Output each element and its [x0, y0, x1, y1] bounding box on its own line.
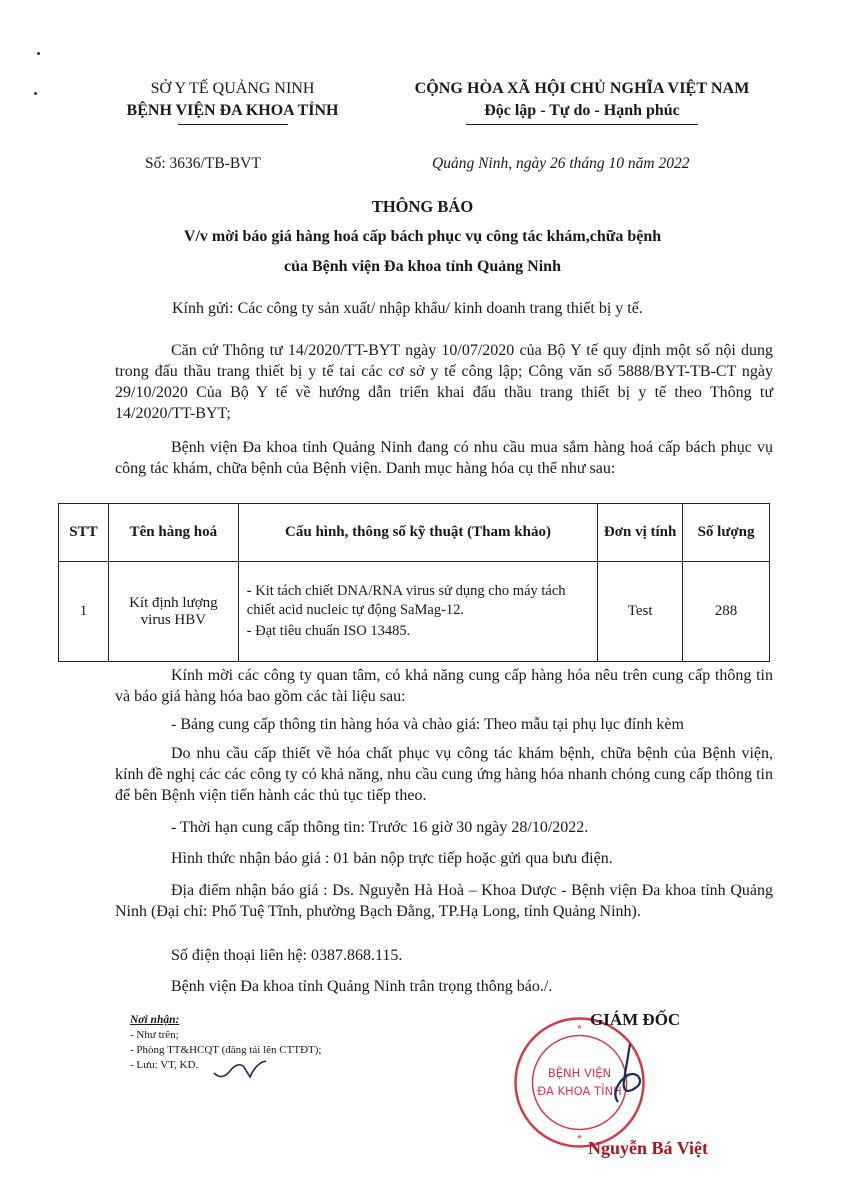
paragraph-phone: Số điện thoại liên hệ: 0387.868.115.: [171, 947, 403, 964]
paragraph-deadline: - Thời hạn cung cấp thông tin: Trước 16 giờ 30 ngày 28/10/2022.: [171, 819, 589, 836]
national-header: [382, 78, 782, 125]
subject-line-2: của Bệnh viện Đa khoa tỉnh Quảng Ninh: [284, 258, 561, 275]
paragraph-closing: Bệnh viện Đa khoa tỉnh Quảng Ninh trân trọng thông báo./.: [171, 978, 553, 995]
signatory-name: Nguyễn Bá Việt: [588, 1138, 709, 1158]
col-header-qty: Số lượng: [683, 504, 770, 562]
paragraph-location: Địa điểm nhận báo giá : Ds. Nguyễn Hà Hoà – Khoa Dược - Bệnh viện Đa khoa tỉnh Quảng Ninh (Đại chỉ: Phố Tuệ Tĩnh, phường Bạch Đằng, TP.Hạ Long, tỉnh Quảng Ninh).: [115, 882, 773, 920]
svg-text:BỆNH VIỆN: BỆNH VIỆN: [547, 1066, 612, 1080]
cell-unit: Test: [598, 562, 683, 662]
place-date: Quảng Ninh, ngày 26 tháng 10 năm 2022: [432, 155, 690, 172]
cell-spec: [238, 562, 597, 662]
addressee: Kính gửi: Các công ty sản xuất/ nhập khẩu/ kinh doanh trang thiết bị y tế.: [172, 300, 643, 317]
document-number: Số: 3636/TB-BVT: [145, 155, 261, 172]
paragraph-form: - Bảng cung cấp thông tin hàng hóa và chào giá: Theo mẫu tại phụ lục đính kèm: [171, 716, 684, 733]
paragraph-legal-basis: Căn cứ Thông tư 14/2020/TT-BYT ngày 10/07/2020 của Bộ Y tế quy định một số nội dung trong đấu thầu trang thiết bị y tế tai các cơ sở y tế công lập; Công văn số 5888/BYT-TB-CT ngày 29/10/2020 Của Bộ Y tế về hướng dẫn triển khai đấu thầu trang thiết bị y tế theo Thông tư 14/2020/TT-BYT;: [115, 342, 773, 422]
scan-speck: [37, 52, 40, 55]
goods-table: [58, 503, 770, 662]
paragraph-method: Hình thức nhận báo giá : 01 bản nộp trực tiếp hoặc gửi qua bưu điện.: [171, 850, 613, 867]
spec-line-2: - Đạt tiêu chuẩn ISO 13485.: [246, 623, 411, 639]
document-title: THÔNG BÁO: [371, 197, 474, 216]
recipient-item: - Phòng TT&HCQT (đăng tải lên CTTĐT);: [130, 1044, 322, 1056]
cell-stt: 1: [59, 562, 109, 662]
col-header-unit: Đơn vị tính: [598, 504, 683, 562]
agency-header: [90, 78, 375, 125]
agency-name: BỆNH VIỆN ĐA KHOA TỈNH: [126, 102, 339, 119]
recipient-item: - Lưu: VT, KD.: [130, 1059, 199, 1071]
director-signature: [600, 1040, 650, 1110]
recipient-item: - Như trên;: [130, 1029, 179, 1041]
scan-speck: [34, 92, 37, 95]
motto-underline: [466, 124, 698, 125]
table-header-row: [59, 504, 770, 562]
initials-mark: [210, 1055, 270, 1085]
national-motto: Độc lập - Tự do - Hạnh phúc: [484, 102, 680, 119]
cell-qty: 288: [683, 562, 770, 662]
col-header-name: Tên hàng hoá: [108, 504, 238, 562]
national-title: CỘNG HÒA XÃ HỘI CHỦ NGHĨA VIỆT NAM: [414, 80, 750, 97]
recipients-label: Nơi nhận:: [130, 1014, 180, 1026]
svg-text:★: ★: [576, 1133, 583, 1141]
paragraph-invite: Kính mời các công ty quan tâm, có khả năng cung cấp hàng hóa nêu trên cung cấp thông tin và báo giá hàng hóa bao gồm các tài liệu sau:: [115, 667, 773, 705]
col-header-stt: STT: [59, 504, 109, 562]
svg-text:★: ★: [576, 1023, 583, 1031]
paragraph-urgent: Do nhu cầu cấp thiết về hóa chất phục vụ công tác khám bệnh, chữa bệnh của Bệnh viện, kính đề nghị các các công ty có khả năng, nhu cầu cung ứng hàng hóa nhanh chóng cung cấp thông tin để bên Bệnh viện tiến hành các thủ tục tiếp theo.: [115, 745, 773, 804]
agency-parent: SỞ Y TẾ QUẢNG NINH: [150, 80, 315, 97]
agency-underline: [178, 124, 288, 125]
svg-text:ĐA KHOA TỈNH: ĐA KHOA TỈNH: [537, 1084, 622, 1098]
table-row: [59, 562, 770, 662]
col-header-spec: Cấu hình, thông số kỹ thuật (Tham khảo): [238, 504, 597, 562]
subject-line-1: V/v mời báo giá hàng hoá cấp bách phục vụ công tác khám,chữa bệnh: [183, 228, 662, 245]
signatory-title: GIÁM ĐỐC: [590, 1010, 681, 1029]
paragraph-need: Bệnh viện Đa khoa tỉnh Quảng Ninh đang có nhu cầu mua sắm hàng hoá cấp bách phục vụ công tác khám, chữa bệnh của Bệnh viện. Danh mục hàng hóa cụ thể như sau:: [115, 439, 773, 477]
spec-line-1: - Kit tách chiết DNA/RNA virus sử dụng cho máy tách chiết acid nucleic tự động SaMag-12.: [246, 583, 566, 618]
cell-name: Kít định lượng virus HBV: [108, 562, 238, 662]
